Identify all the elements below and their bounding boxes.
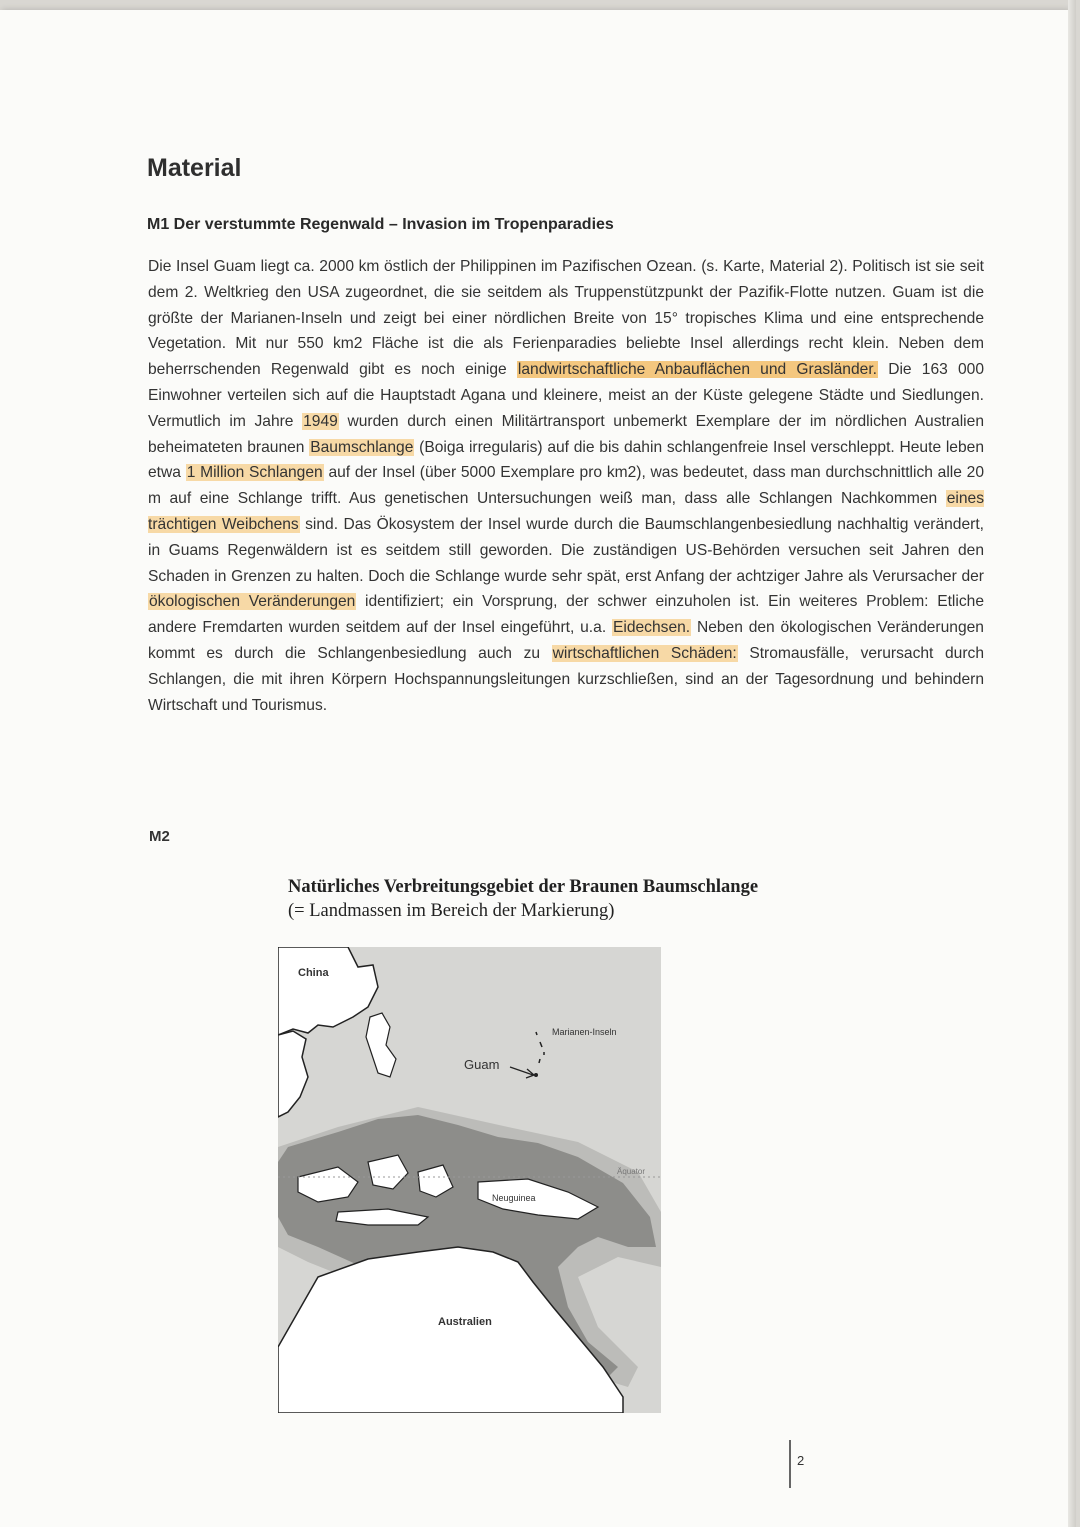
highlight-farmland: landwirtschaftliche Anbauflächen und Grasländer. <box>517 361 877 379</box>
map-subtitle: (= Landmassen im Bereich der Markierung) <box>288 901 615 921</box>
page-heading: Material <box>147 154 242 182</box>
highlight-lizards: Eidechsen. <box>612 619 691 637</box>
m1-title: M1 Der verstummte Regenwald – Invasion im Tropenparadies <box>147 216 614 233</box>
label-china: China <box>298 967 329 979</box>
distribution-map <box>278 947 661 1413</box>
label-australien: Australien <box>438 1316 492 1328</box>
page-number-bar <box>789 1440 791 1488</box>
label-guam: Guam <box>464 1057 500 1072</box>
m1-body-text: Die Insel Guam liegt ca. 2000 km östlich der Philippinen im Pazifischen Ozean. (s. Karte, Material 2). Politisch ist sie seit dem 2. Weltkrieg den USA zugeordnet, die sie seitdem als Truppenstützpunkt der Pazifik-Flotte nutzen. Guam ist die größte der Marianen-Inseln und zeigt bei einer nördlichen Breite von 15° tropisches Klima und eine entsprechende Vegetation. Mit nur 550 km2 Fläche ist die als Ferienparadies beliebte Insel allerdings recht klein. Neben dem beherrschenden Regenwald gibt es noch einige landwirtschaftliche Anbauflächen und Grasländer. Die 163 000 Einwohner verteilen sich auf die Hauptstadt Agana und kleinere, meist an der Küste gelegene Städte und Siedlungen. Vermutlich im Jahre 1949 wurden durch einen Militärtransport unbemerkt Exemplare der im nördlichen Australien beheimateten braunen Baumschlange (Boiga irregularis) auf die bis dahin schlangenfreie Insel verschleppt. Heute leben etwa 1 Million Schlangen auf der Insel (über 5000 Exemplare pro km2), was bedeutet, dass man durchschnittlich alle 20 m auf eine Schlange trifft. Aus genetischen Untersuchungen weiß man, dass alle Schlangen Nachkommen eines trächtigen Weibchens sind. Das Ökosystem der Insel wurde durch die Baumschlangenbesiedlung nachhaltig verändert, in Guams Regenwäldern ist es seitdem still geworden. Die zuständigen US-Behörden versuchen seit Jahren den Schaden in Grenzen zu halten. Doch die Schlange wurde sehr spät, erst Anfang der achtziger Jahre als Verursacher der ökologischen Veränderungen identifiziert; ein Vorsprung, der schwer einzuholen ist. Ein weiteres Problem: Etliche andere Fremdarten wurden seitdem auf der Insel eingeführt, u.a. Eidechsen. Neben den ökologischen Veränderungen kommt es durch die Schlangenbesiedlung auch zu wirtschaftlichen Schäden: Stromausfälle, verursacht durch Schlangen, die mit ihren Körpern Hochspannungsleitungen kurzschließen, sind an der Tagesordnung und behindern Wirtschaft und Tourismus. <box>148 258 985 714</box>
highlight-year: 1949 <box>303 412 338 430</box>
highlight-female: eines trächtigen Weibchens <box>148 490 984 533</box>
page-number: 2 <box>797 1453 805 1468</box>
map-graphic <box>278 947 661 1413</box>
label-neuguinea: Neuguinea <box>492 1193 536 1203</box>
label-aquator: Äquator <box>617 1167 646 1176</box>
highlight-snake: Baumschlange <box>310 438 414 456</box>
map-title: Natürliches Verbreitungsgebiet der Braunen Baumschlange <box>288 877 759 897</box>
highlight-eco: ökologischen Veränderungen <box>149 593 356 611</box>
highlight-econ: wirtschaftlichen Schäden: <box>552 644 737 662</box>
m2-label: M2 <box>149 828 170 845</box>
label-marianen: Marianen-Inseln <box>552 1027 617 1037</box>
page-edge <box>1068 0 1076 1527</box>
highlight-million: 1 Million Schlangen <box>186 464 323 482</box>
